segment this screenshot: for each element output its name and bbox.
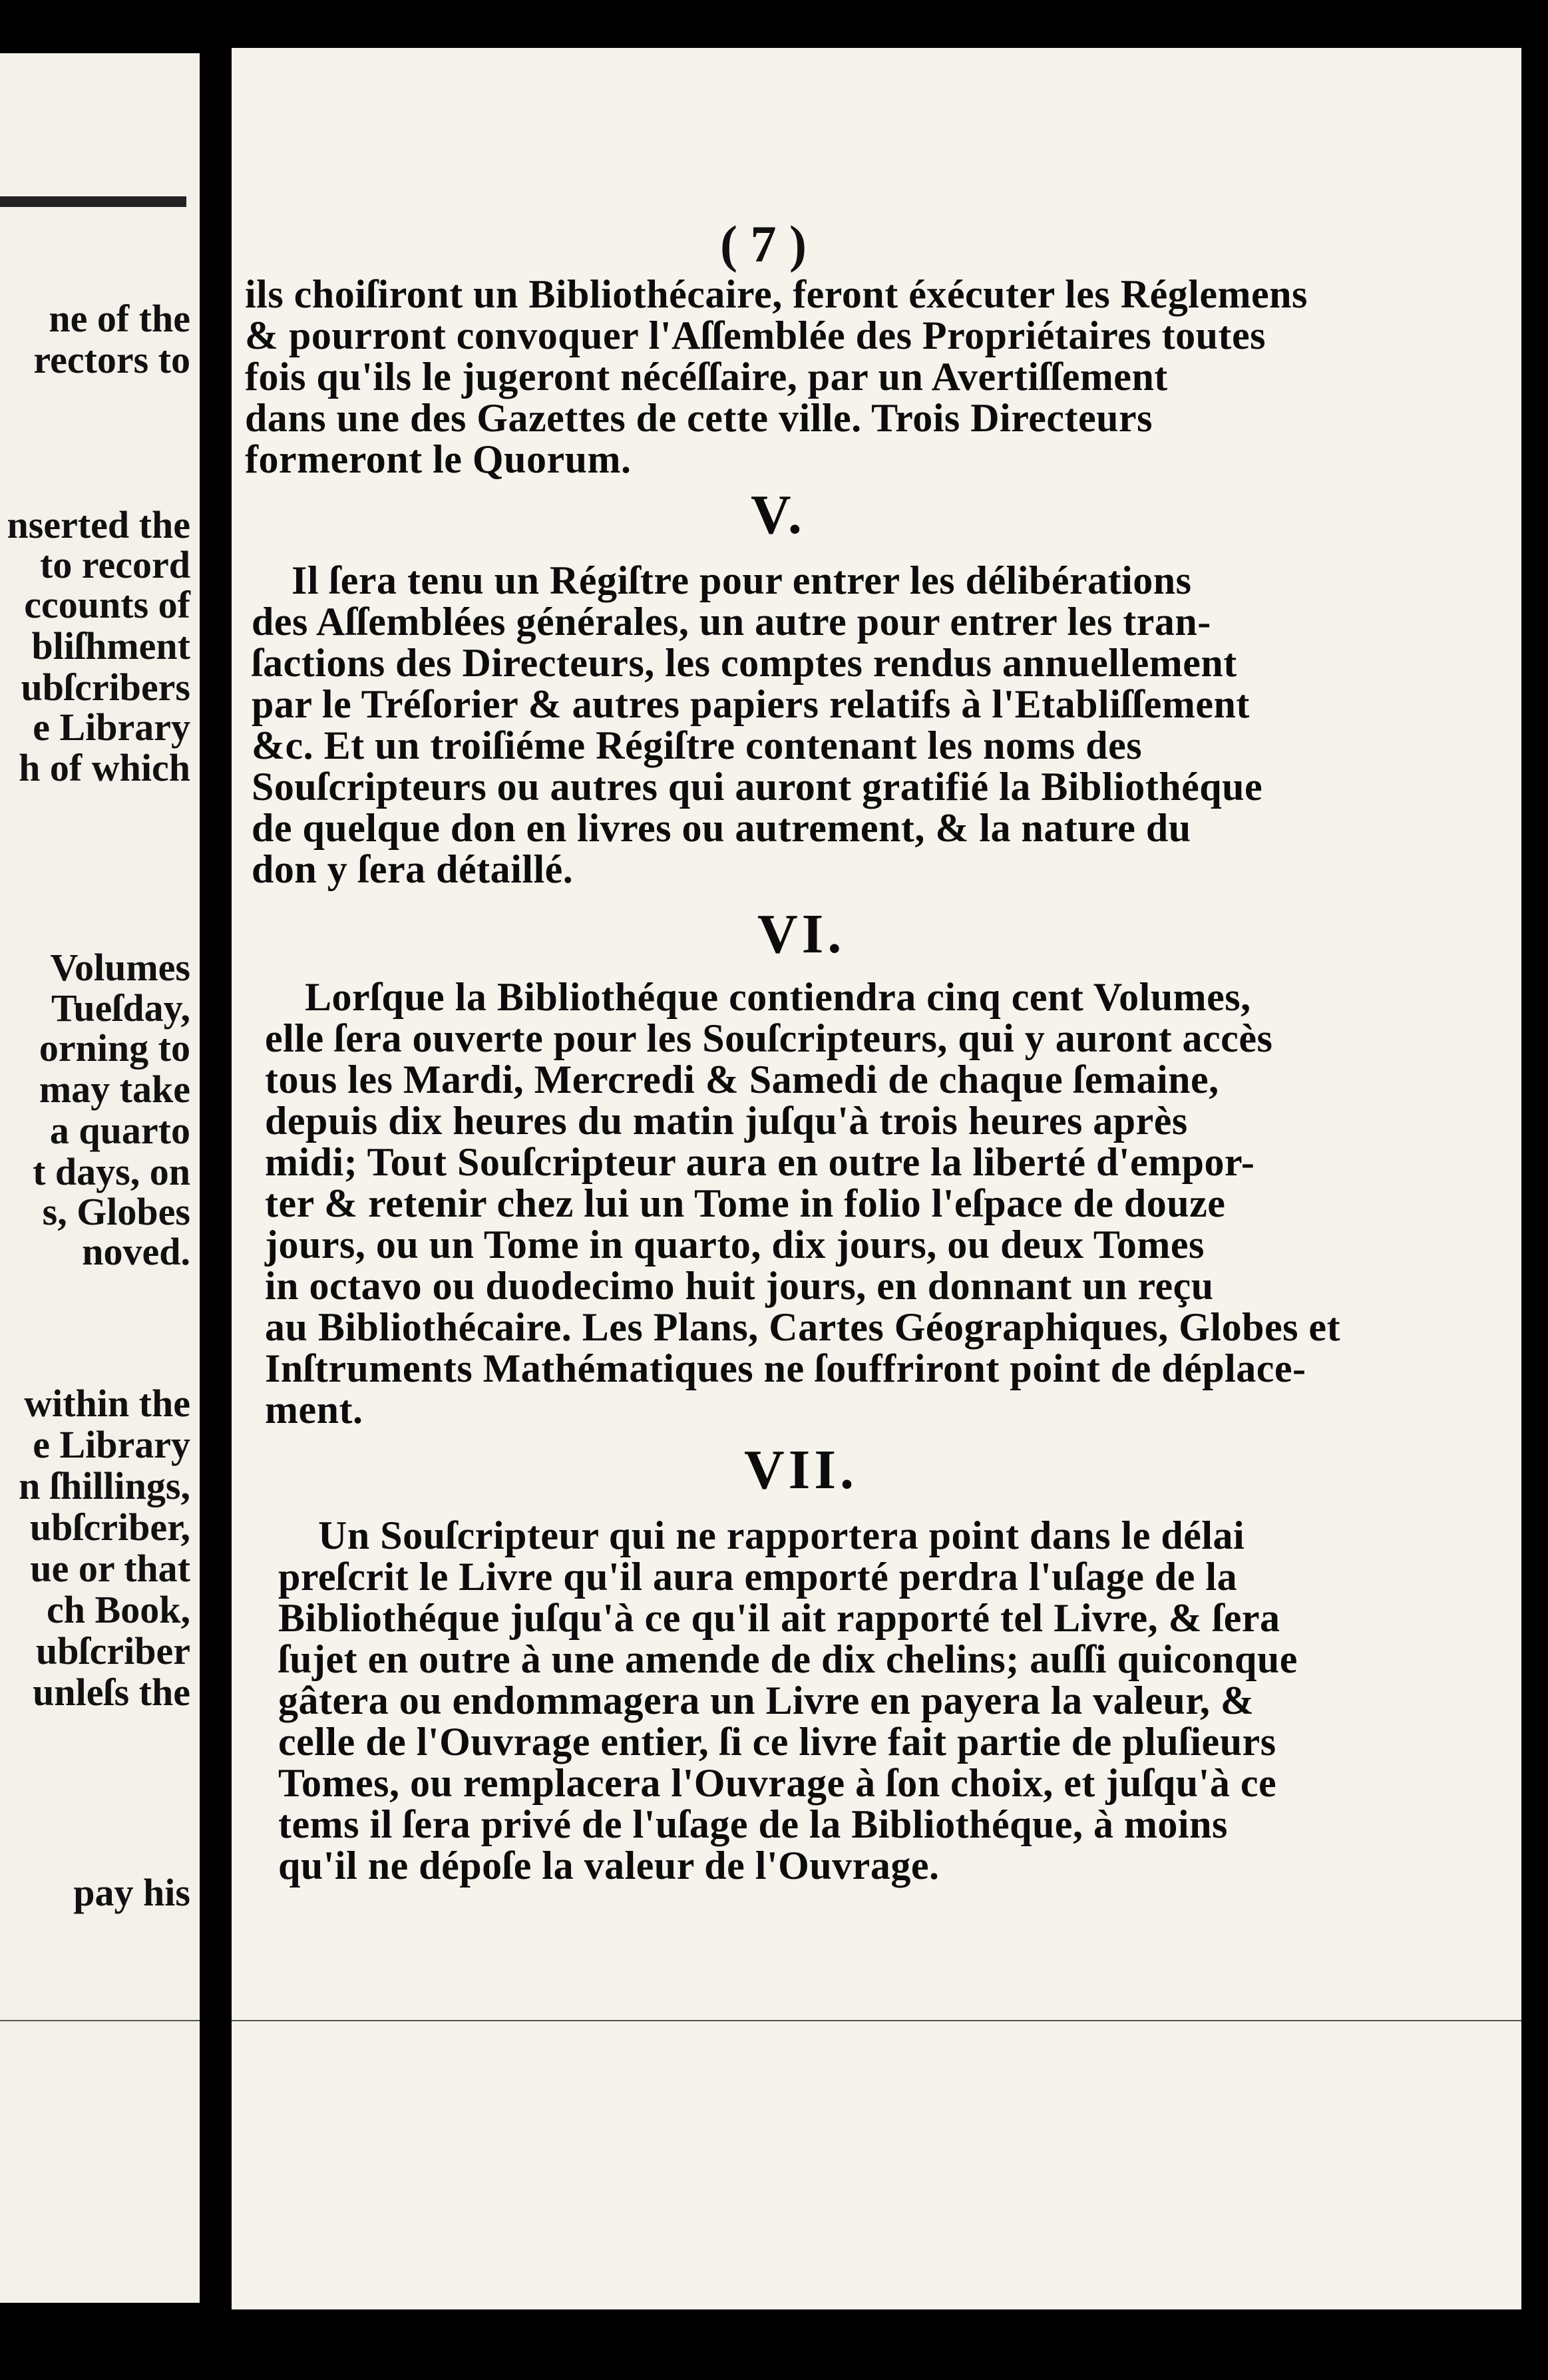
- text-line: Un Souſcripteur qui ne rapportera point dans le délai: [318, 1513, 1245, 1557]
- text-line: preſcrit le Livre qu'il aura emporté perdra l'uſage de la: [278, 1555, 1238, 1599]
- text-line: Il ſera tenu un Régiſtre pour entrer les délibérations: [291, 558, 1192, 602]
- text-line: & pourront convoquer l'Aſſemblée des Propriétaires toutes: [245, 313, 1266, 357]
- text-line: midi; Tout Souſcripteur aura en outre la liberté d'empor-: [265, 1140, 1255, 1184]
- section-heading: VI.: [757, 903, 846, 965]
- book-gutter: [200, 0, 232, 2380]
- text-line: fois qu'ils le jugeront nécéſſaire, par un Avertiſſement: [245, 355, 1168, 399]
- text-line: qu'il ne dépoſe la valeur de l'Ouvrage.: [278, 1844, 940, 1887]
- text-line: depuis dix heures du matin juſqu'à trois heures après: [265, 1099, 1188, 1143]
- text-line: de quelque don en livres ou autrement, & la nature du: [252, 806, 1191, 850]
- left-fragment: to record: [40, 543, 190, 586]
- text-line: tous les Mardi, Mercredi & Samedi de chaque ſemaine,: [265, 1058, 1219, 1101]
- left-fragment: pay his: [73, 1871, 190, 1914]
- left-fragment: orning to: [39, 1026, 190, 1070]
- left-fragment: Tueſday,: [51, 986, 190, 1030]
- left-top-rule: [0, 196, 186, 207]
- left-fragment: ccounts of: [24, 583, 190, 626]
- text-line: elle ſera ouverte pour les Souſcripteurs, qui y auront accès: [265, 1016, 1273, 1060]
- text-line: au Bibliothécaire. Les Plans, Cartes Géographiques, Globes et: [265, 1305, 1341, 1349]
- text-line: gâtera ou endommagera un Livre en payera la valeur, &: [278, 1679, 1255, 1722]
- left-fragment: ubſcriber,: [29, 1505, 190, 1549]
- left-fragment: bliſhment: [31, 624, 190, 668]
- left-fragment: Volumes: [50, 946, 190, 989]
- text-line: ment.: [265, 1388, 363, 1432]
- text-line: Souſcripteurs ou autres qui auront gratifié la Bibliothéque: [252, 765, 1263, 809]
- left-fragment: n ſhillings,: [19, 1464, 190, 1507]
- left-fragment: nserted the: [7, 503, 190, 546]
- left-fragment: ch Book,: [47, 1588, 190, 1631]
- left-fragment: e Library: [33, 705, 190, 749]
- section-heading: VII.: [744, 1439, 859, 1501]
- left-fragment: a quarto: [49, 1109, 190, 1152]
- left-fragment: ubſcribers: [21, 666, 190, 709]
- left-fragment: t days, on: [33, 1150, 190, 1193]
- text-line: in octavo ou duodecimo huit jours, en donnant un reçu: [265, 1264, 1214, 1308]
- text-line: par le Tréſorier & autres papiers relatifs à l'Etabliſſement: [252, 682, 1250, 726]
- left-fragment: unleſs the: [33, 1671, 190, 1714]
- text-line: tems il ſera privé de l'uſage de la Bibliothéque, à moins: [278, 1802, 1228, 1846]
- left-fragment: e Library: [33, 1423, 190, 1466]
- text-line: Tomes, ou remplacera l'Ouvrage à ſon choix, et juſqu'à ce: [278, 1761, 1277, 1805]
- text-line: Inſtruments Mathématiques ne ſouffriront point de déplace-: [265, 1346, 1306, 1390]
- text-line: celle de l'Ouvrage entier, ſi ce livre fait partie de pluſieurs: [278, 1720, 1276, 1764]
- left-fragment: noved.: [82, 1230, 190, 1273]
- main-page: [232, 48, 1521, 2309]
- left-fragment: s, Globes: [42, 1190, 190, 1233]
- text-line: ter & retenir chez lui un Tome in folio l'eſpace de douze: [265, 1181, 1226, 1225]
- left-bottom-rule: [0, 2020, 200, 2021]
- text-line: ſactions des Directeurs, les comptes rendus annuellement: [252, 641, 1237, 685]
- text-line: ſujet en outre à une amende de dix chelins; auſſi quiconque: [278, 1637, 1298, 1681]
- text-line: &c. Et un troiſiéme Régiſtre contenant les noms des: [252, 723, 1143, 767]
- text-line: don y ſera détaillé.: [252, 847, 574, 891]
- left-fragment: may take: [39, 1068, 190, 1111]
- text-line: des Aſſemblées générales, un autre pour entrer les tran-: [252, 600, 1211, 644]
- text-line: jours, ou un Tome in quarto, dix jours, ou deux Tomes: [265, 1223, 1205, 1267]
- left-fragment: h of which: [19, 746, 190, 789]
- section-heading: V.: [751, 484, 806, 546]
- text-line: formeront le Quorum.: [245, 437, 632, 481]
- left-fragment: ne of the: [49, 297, 190, 340]
- text-line: ils choiſiront un Bibliothécaire, feront éxécuter les Réglemens: [245, 272, 1308, 316]
- left-fragment: ue or that: [30, 1547, 190, 1590]
- text-line: Lorſque la Bibliothéque contiendra cinq cent Volumes,: [305, 975, 1251, 1019]
- text-line: Bibliothéque juſqu'à ce qu'il ait rapporté tel Livre, & ſera: [278, 1596, 1280, 1640]
- left-fragment: rectors to: [33, 338, 190, 381]
- text-line: dans une des Gazettes de cette ville. Trois Directeurs: [245, 396, 1153, 440]
- left-fragment: within the: [24, 1382, 190, 1425]
- left-fragment: ubſcriber: [36, 1629, 190, 1673]
- left-facing-page: [0, 53, 200, 2303]
- page-number: ( 7 ): [720, 215, 807, 273]
- page-bottom-rule: [232, 2020, 1521, 2021]
